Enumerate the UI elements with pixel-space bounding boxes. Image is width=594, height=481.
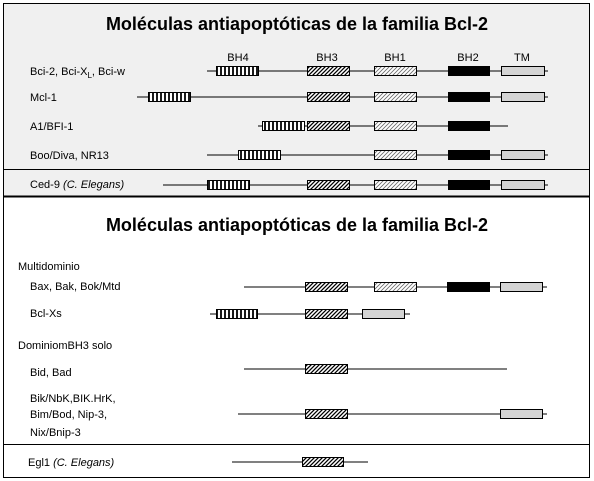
group-label-multidominio: Multidominio: [18, 261, 80, 273]
domain-bh1: [375, 93, 417, 102]
domain-tm: [502, 181, 545, 190]
domain-bh3: [308, 67, 350, 76]
row-label-bax: Bax, Bak, Bok/Mtd: [30, 281, 121, 293]
domain-bh2: [449, 122, 490, 131]
row-label-bik-2: Bim/Bod, Nip-3,: [30, 409, 108, 421]
row-label-boo: Boo/Diva, NR13: [30, 150, 109, 162]
domain-bh1: [375, 181, 417, 190]
top-title: Moléculas antiapoptóticas de la familia Bcl-2: [105, 14, 489, 34]
domain-tm: [502, 93, 545, 102]
domain-bh4: [239, 151, 281, 160]
domain-tm: [502, 67, 545, 76]
domain-header-bh3: BH3: [316, 52, 338, 64]
domain-bh2: [449, 67, 490, 76]
domain-tm: [363, 310, 405, 319]
bottom-title: Moléculas antiapoptóticas de la familia Bcl-2: [105, 215, 489, 235]
domain-bh3: [306, 310, 348, 319]
domain-bh1: [375, 122, 417, 131]
domain-header-bh2: BH2: [457, 52, 479, 64]
domain-bh3: [306, 410, 348, 419]
protein-bclxs: [210, 310, 410, 319]
domain-header-bh4: BH4: [227, 52, 249, 64]
domain-bh1: [375, 283, 417, 292]
domain-bh3: [303, 458, 344, 467]
row-label-egl1: Egl1 (C. Elegans): [28, 457, 115, 469]
domain-tm: [502, 151, 545, 160]
domain-bh2: [449, 93, 490, 102]
domain-tm: [501, 283, 543, 292]
domain-header-bh1: BH1: [384, 52, 406, 64]
row-label-ced9: Ced-9 (C. Elegans): [30, 179, 125, 191]
domain-bh2: [449, 151, 490, 160]
domain-bh3: [308, 93, 350, 102]
row-label-mcl1: Mcl-1: [30, 92, 57, 104]
domain-bh3: [306, 283, 348, 292]
domain-bh1: [375, 151, 417, 160]
domain-bh2: [449, 181, 490, 190]
row-label-bik-3: Nix/Bnip-3: [30, 427, 81, 439]
group-label-bh3-solo: DominiomBH3 solo: [18, 340, 113, 352]
domain-bh2: [448, 283, 490, 292]
domain-bh3: [308, 181, 350, 190]
protein-a1: [258, 122, 508, 131]
row-label-a1: A1/BFI-1: [30, 121, 74, 133]
row-label-bik-1: Bik/NbK,BIK.HrK,: [30, 393, 116, 405]
domain-bh3: [308, 122, 350, 131]
row-label-bcl2: Bci-2, Bci-$X_L$, Bci-w: [30, 66, 125, 80]
domain-bh4: [217, 310, 258, 319]
row-label-bclxs: Bcl-Xs: [30, 308, 62, 320]
domain-bh4: [263, 122, 305, 131]
row-label-bid: Bid, Bad: [30, 367, 72, 379]
domain-bh3: [306, 365, 348, 374]
domain-bh4: [149, 93, 191, 102]
domain-bh4: [208, 181, 250, 190]
domain-header-tm: TM: [514, 52, 530, 64]
domain-bh1: [375, 67, 417, 76]
domain-bh4: [217, 67, 259, 76]
domain-tm: [501, 410, 543, 419]
